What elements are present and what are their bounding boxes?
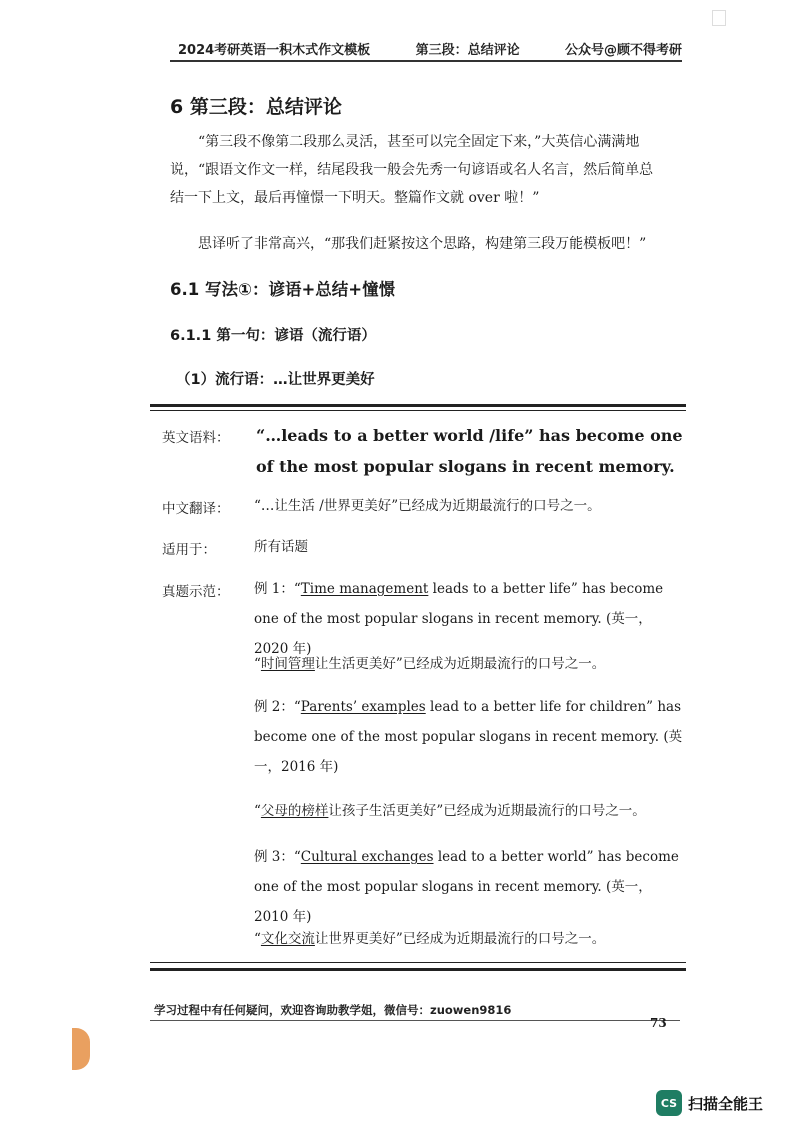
page-number: 73 <box>650 1016 667 1030</box>
intro-line-2: 说，“跟语文作文一样，结尾段我一般会先秀一句谚语或名人名言，然后简单总 <box>170 162 654 178</box>
label-english-corpus: 英文语料： <box>162 430 230 446</box>
chinese-translation-text: “…让生活 /世界更美好”已经成为近期最流行的口号之一。 <box>254 498 601 514</box>
finger-edge <box>72 1028 90 1070</box>
scanner-logo-icon: CS <box>656 1090 682 1116</box>
example-3-cn-keyword: 文化交流 <box>260 931 315 947</box>
header-section: 第三段：总结评论 <box>415 43 520 58</box>
header-book-title: 2024考研英语一积木式作文模板 <box>178 43 371 58</box>
subsubsection-title: 6.1.1 第一句：谚语（流行语） <box>170 328 376 344</box>
example-1-en: 例 1：“Time management leads to a better life” has become one of the most popular slogans in recent memory. (英一，2020 年) <box>254 581 664 657</box>
example-1-cn: “时间管理让生活更美好”已经成为近期最流行的口号之一。 <box>254 656 606 672</box>
subsection-title: 6.1 写法①：谚语+总结+憧憬 <box>170 280 396 299</box>
header-account: 公众号@顾不得考研 <box>564 43 682 58</box>
footer-note: 学习过程中有任何疑问，欢迎咨询助教学姐，微信号：zuowen9816 <box>154 1003 512 1017</box>
header-rule <box>170 60 682 62</box>
intro-paragraph-1 <box>170 128 680 212</box>
intro-paragraph-2: 思译听了非常高兴，“那我们赶紧按这个思路，构建第三段万能模板吧！” <box>198 236 647 252</box>
intro-line-1: “第三段不像第二段那么灵活，甚至可以完全固定下来，”大英信心满满地 <box>198 134 640 150</box>
english-corpus-text: “…leads to a better world /life” has become one of the most popular slogans in recent memory. <box>256 426 683 476</box>
table-bottom-rule-thin <box>150 962 686 963</box>
example-2-en: 例 2：“Parents’ examples lead to a better life for children” has become one of the most popular slogans in recent memory. (英一，2016 年) <box>254 699 683 775</box>
running-header <box>178 34 682 58</box>
example-2-keyword: Parents’ examples <box>300 699 426 715</box>
example-3-keyword: Cultural exchanges <box>300 849 434 865</box>
applicable-text: 所有话题 <box>254 539 308 555</box>
table-bottom-rule-thick <box>150 968 686 971</box>
footer-rule <box>150 1020 680 1021</box>
scanner-label: 扫描全能王 <box>688 1094 764 1113</box>
example-1-cn-keyword: 时间管理 <box>260 656 315 672</box>
table-top-rule-thin <box>150 410 686 411</box>
example-1-keyword: Time management <box>300 581 429 597</box>
example-2-cn: “父母的榜样让孩子生活更美好”已经成为近期最流行的口号之一。 <box>254 803 646 819</box>
table-top-rule-thick <box>150 404 686 407</box>
intro-line-3: 结一下上文，最后再憧憬一下明天。整篇作文就 over 啦！” <box>170 190 540 206</box>
label-examples: 真题示范： <box>162 584 230 600</box>
scanner-watermark <box>656 1090 763 1116</box>
example-3-en: 例 3：“Cultural exchanges lead to a better world” has become one of the most popular slogans in recent memory. (英一，2010 年) <box>254 849 679 925</box>
label-chinese-translation: 中文翻译： <box>162 501 230 517</box>
item-title: （1）流行语：…让世界更美好 <box>176 372 375 388</box>
example-3-cn: “文化交流让世界更美好”已经成为近期最流行的口号之一。 <box>254 931 606 947</box>
section-title: 6 第三段：总结评论 <box>170 96 342 118</box>
corner-mark <box>712 10 726 26</box>
example-2-cn-keyword: 父母的榜样 <box>260 803 329 819</box>
label-applicable: 适用于： <box>162 542 216 558</box>
